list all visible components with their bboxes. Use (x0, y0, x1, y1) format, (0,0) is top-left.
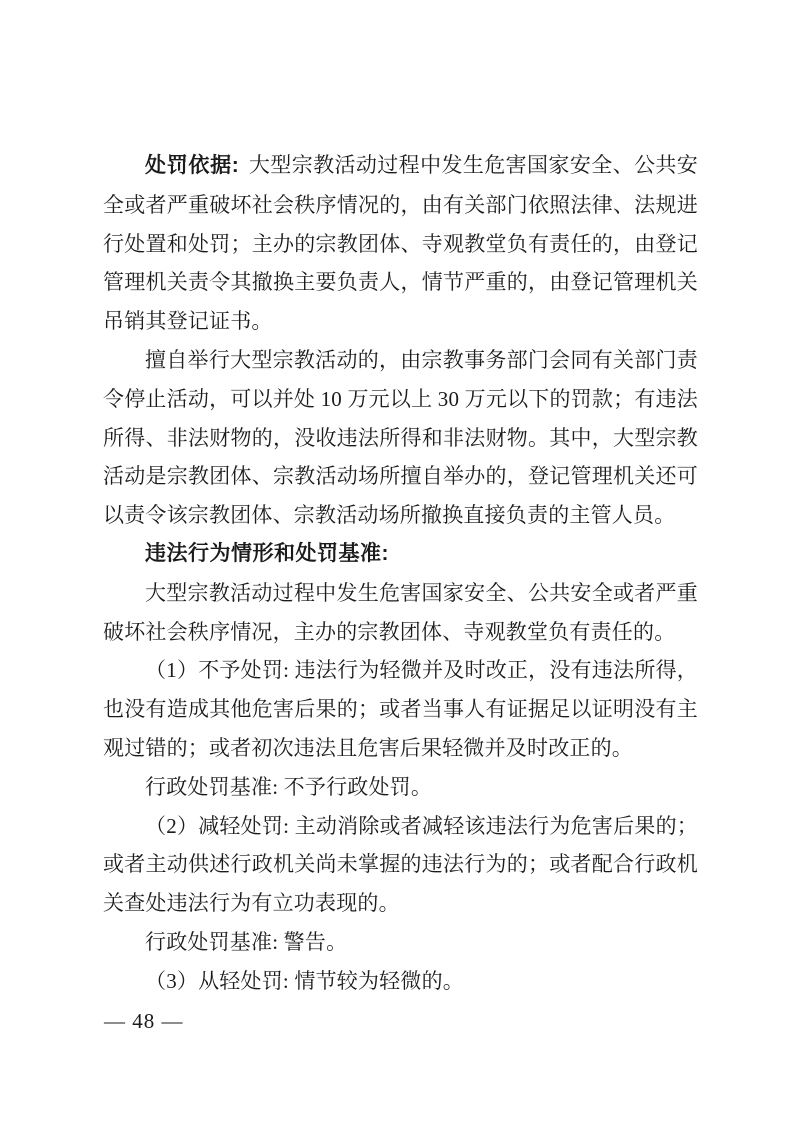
paragraph-standard-no-penalty: 行政处罚基准: 不予行政处罚。 (145, 774, 433, 799)
penalty-basis-label: 处罚依据: (145, 154, 240, 177)
penalty-basis-text: 大型宗教活动过程中发生危害国家安全、公共安全或者严重破坏社会秩序情况的，由有关部门依照法律、法规进行处置和处罚；主办的宗教团体、寺观教堂负有责任的，由登记管理机关责令其撤换主要负责人，情节严重的，由登记管理机关吊销其登记证书。 (103, 153, 698, 334)
paragraph-item-2-reduced-penalty: （2）减轻处罚: 主动消除或者减轻该违法行为危害后果的；或者主动供述行政机关尚未掌握的违法行为的；或者配合行政机关查处违法行为有立功表现的。 (103, 813, 698, 916)
paragraph-violation-situation: 大型宗教活动过程中发生危害国家安全、公共安全或者严重破坏社会秩序情况，主办的宗教团体、寺观教堂负有责任的。 (103, 580, 698, 644)
paragraph-item-3-lighter-penalty: （3）从轻处罚: 情节较为轻微的。 (145, 968, 464, 993)
section-heading-violation-standards: 违法行为情形和处罚基准: (145, 541, 389, 565)
document-text-block (103, 146, 698, 1001)
page-number: — 48 — (104, 1009, 184, 1033)
paragraph-standard-warning: 行政处罚基准: 警告。 (145, 929, 348, 954)
paragraph-item-1-no-penalty: （1）不予处罚: 违法行为轻微并及时改正，没有违法所得，也没有造成其他危害后果的；或者当事人有证据足以证明没有主观过错的；或者初次违法且危害后果轻微并及时改正的。 (103, 658, 698, 760)
paragraph-unauthorized-activity: 擅自举行大型宗教活动的，由宗教事务部门会同有关部门责令停止活动，可以并处 10 万元以上 30 万元以下的罚款；有违法所得、非法财物的，没收违法所得和非法财物。其中，大型宗教活动是宗教团体、宗教活动场所擅自举办的，登记管理机关还可以责令该宗教团体、宗教活动场所撤换直接负责的主管人员。 (103, 347, 698, 528)
paragraph-penalty-basis (103, 146, 698, 341)
